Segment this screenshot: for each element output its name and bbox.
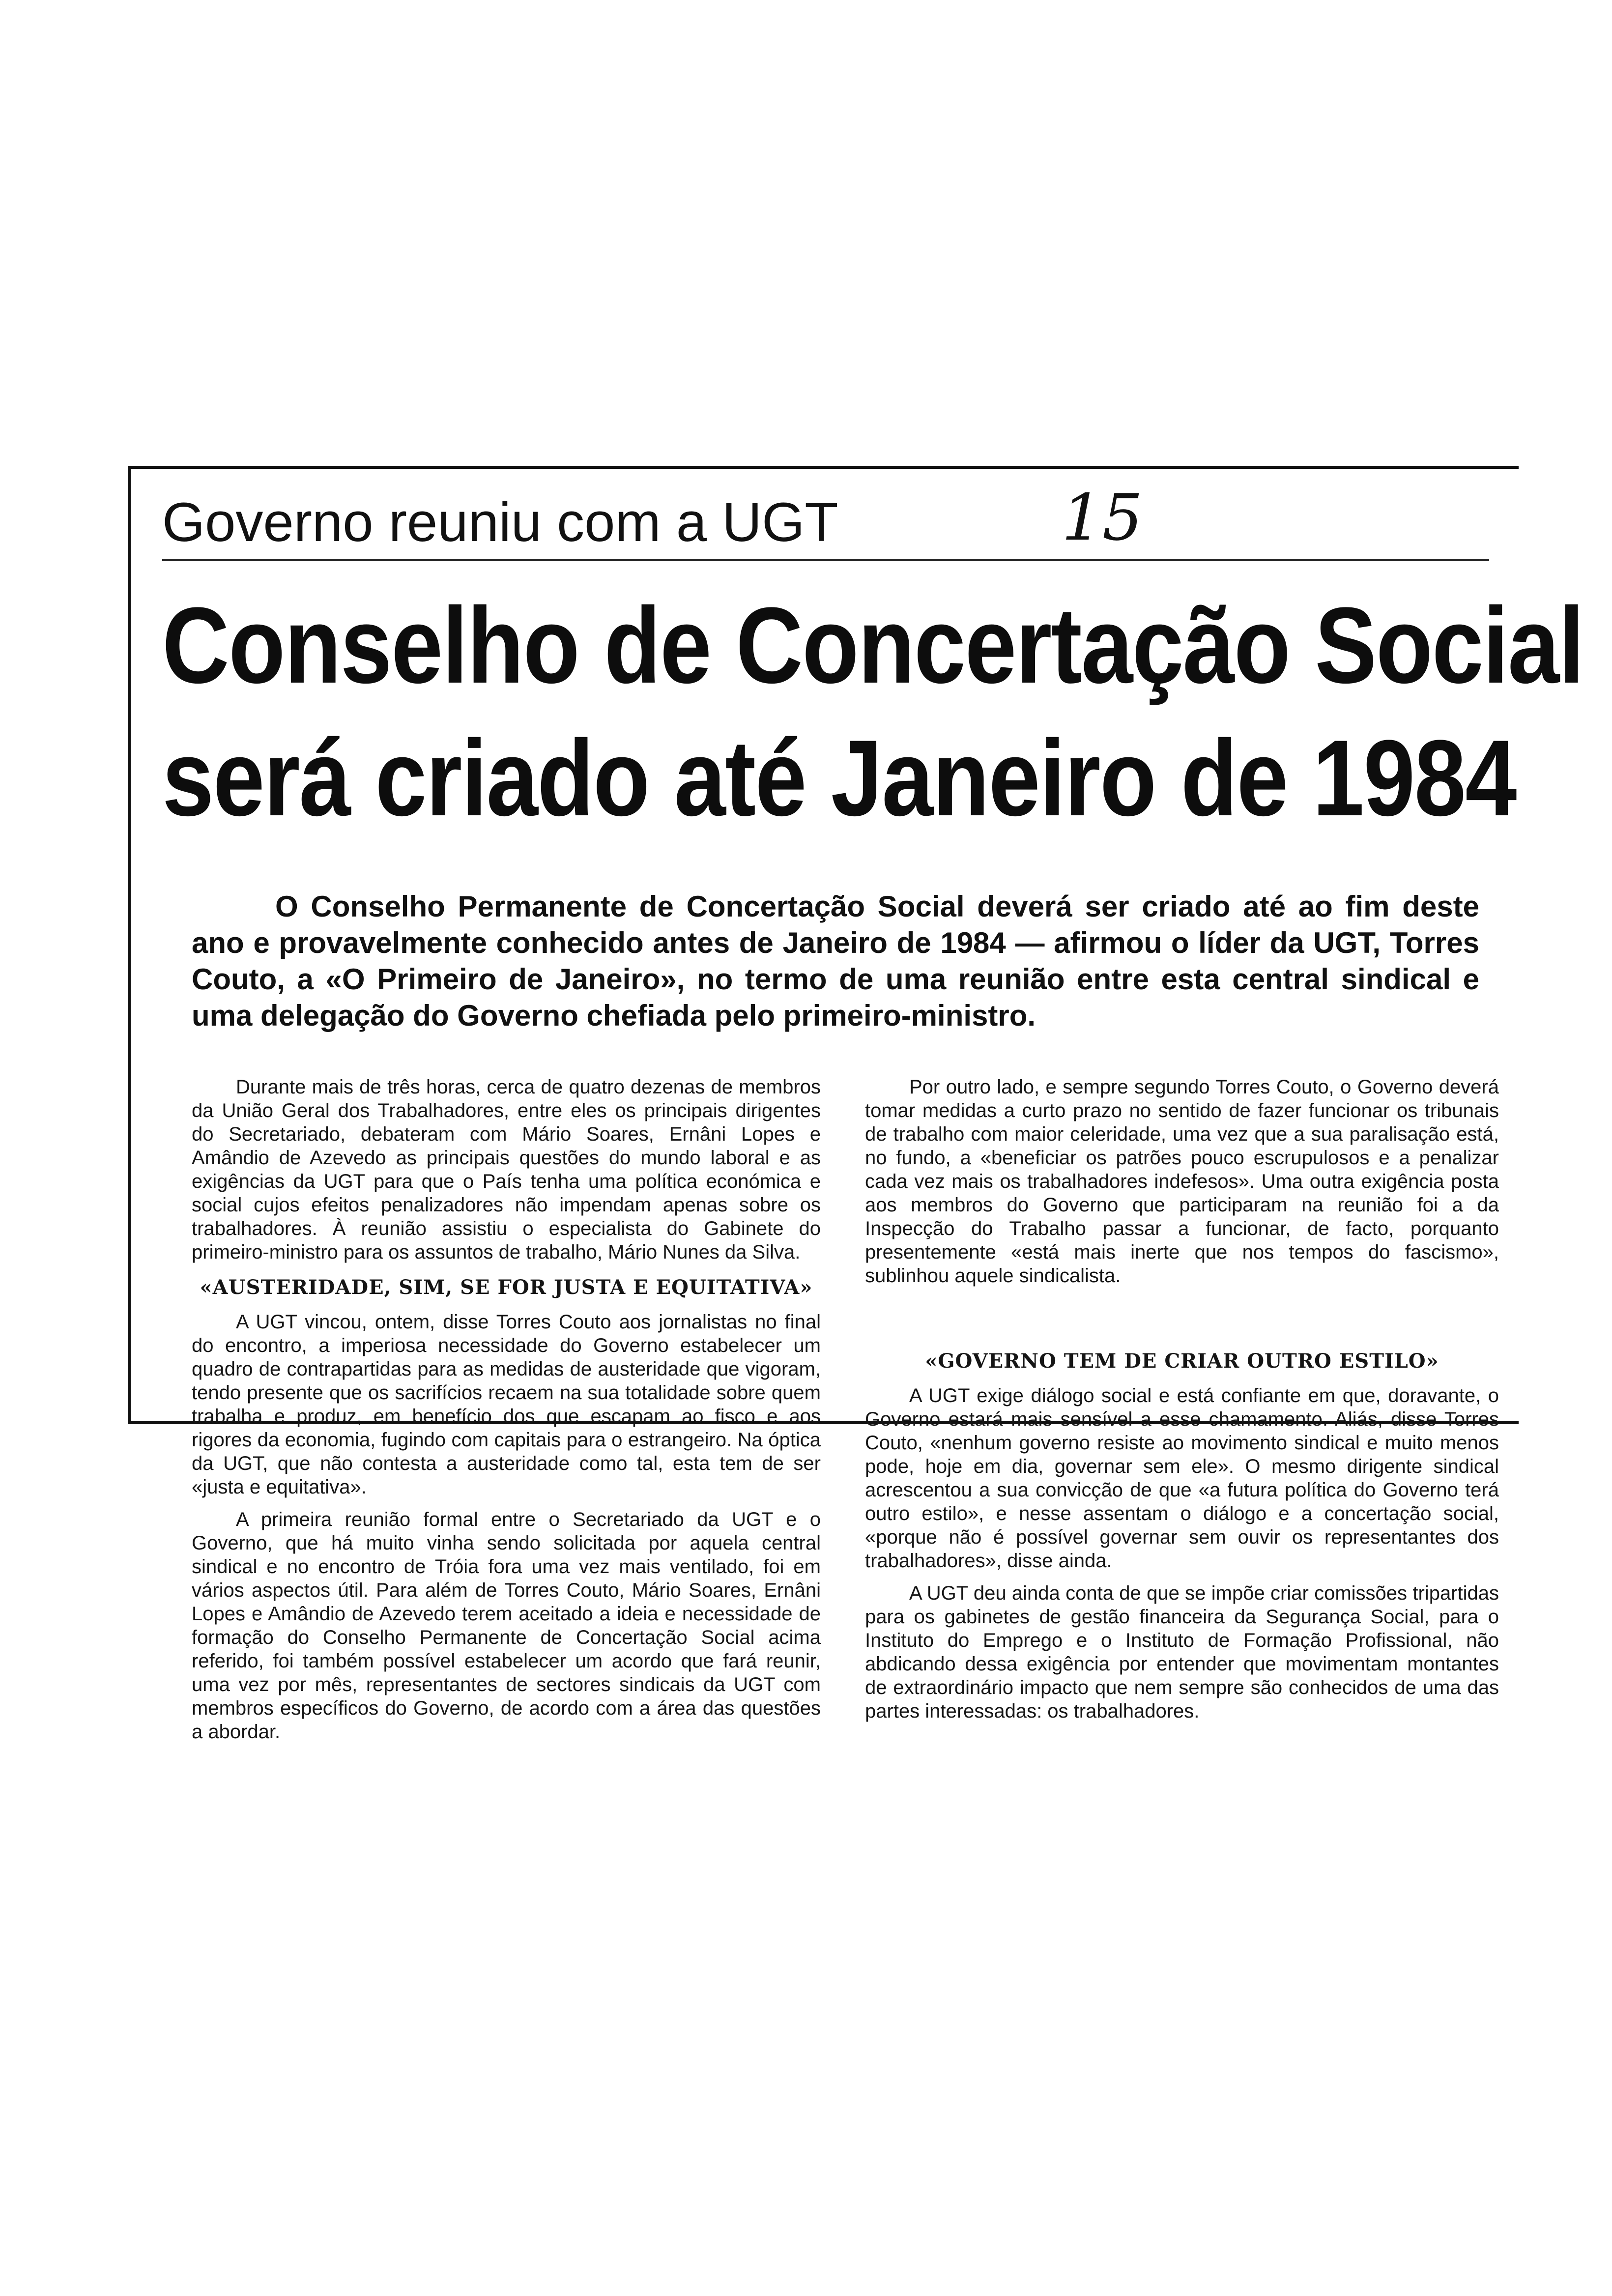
left-subhead: «AUSTERIDADE, SIM, SE FOR JUSTA E EQUITATIVA» [200, 1276, 813, 1299]
kicker-rule [162, 559, 1489, 561]
left-column [192, 1075, 821, 1752]
left-paragraph-1: Durante mais de três horas, cerca de quatro dezenas de membros da União Geral dos Trabalhadores, entre eles os principais dirigentes do Secretariado, debateram com Mário Soares, Ernâni Lopes e Amândio de Azevedo as principais questões do mundo laboral e as exigências da UGT para que o País tenha uma política económica e social cujos efeitos penalizadores não impendam apenas sobre os trabalhadores. À reunião assistiu o especialista do Gabinete do primeiro-ministro para os assuntos de trabalho, Mário Nunes da Silva. [192, 1076, 821, 1263]
right-column [865, 1075, 1499, 1732]
left-paragraph-3: A primeira reunião formal entre o Secretariado da UGT e o Governo, que há muito vinha sendo solicitada por aquela central sindical e no encontro de Tróia fora uma vez mais ventilado, foi em vários aspectos útil. Para além de Torres Couto, Mário Soares, Ernâni Lopes e Amândio de Azevedo terem aceitado a ideia e necessidade de formação do Conselho Permanente de Concertação Social acima referido, foi também possível estabelecer um acordo que fará reunir, uma vez por mês, representantes de sectores sindicais da UGT com membros específicos do Governo, de acordo com a área das questões a abordar. [192, 1509, 821, 1743]
right-subhead: «GOVERNO TEM DE CRIAR OUTRO ESTILO» [925, 1349, 1439, 1373]
clipping-left-border [128, 466, 131, 1424]
left-paragraph-2: A UGT vincou, ontem, disse Torres Couto aos jornalistas no final do encontro, a imperiosa necessidade do Governo estabelecer um quadro de contrapartidas para as medidas de austeridade que vigoram, tendo presente que os sacrifícios recaem na sua totalidade sobre quem trabalha e produz, em benefício dos que escapam ao fisco e aos rigores da economia, fugindo com capitais para o estrangeiro. Na óptica da UGT, que não contesta a austeridade como tal, esta tem de ser «justa e equitativa». [192, 1311, 821, 1498]
main-headline-line-1: Conselho de Concertação Social [162, 585, 1584, 706]
main-headline-line-2: será criado até Janeiro de 1984 [162, 718, 1516, 838]
right-paragraph-1: Por outro lado, e sempre segundo Torres Couto, o Governo deverá tomar medidas a curto prazo no sentido de fazer funcionar os tribunais de trabalho com maior celeridade, uma vez que a sua paralisação está, no fundo, a «beneficiar os patrões pouco escrupulosos e a penalizar cada vez mais os trabalhadores indefesos». Uma outra exigência posta aos membros do Governo que participaram na reunião foi a da Inspecção do Trabalho passar a funcionar, de facto, porquanto presentemente «está mais inerte que nos tempos do fascismo», sublinhou aquele sindicalista. [865, 1076, 1499, 1287]
lead-paragraph: O Conselho Permanente de Concertação Social deverá ser criado até ao fim deste ano e provavelmente conhecido antes de Janeiro de 1984 — afirmou o líder da UGT, Torres Couto, a «O Primeiro de Janeiro», no termo de uma reunião entre esta central sindical e uma delegação do Governo chefiada pelo primeiro-ministro. [192, 890, 1479, 1032]
right-paragraph-2: A UGT exige diálogo social e está confiante em que, doravante, o Governo estará mais sensível a esse chamamento. Aliás, disse Torres Couto, «nenhum governo resiste ao movimento sindical e muito menos pode, hoje em dia, governar sem ele». O mesmo dirigente sindical acrescentou a sua convicção de que «a futura política do Governo terá outro estilo», e nesse assentam o diálogo e a concertação social, «porque não é possível governar sem ouvir os representantes dos trabalhadores», disse ainda. [865, 1385, 1499, 1572]
newspaper-clipping [128, 466, 1584, 1743]
kicker-headline: Governo reuniu com a UGT [162, 491, 838, 553]
handwritten-mark: 15 [1062, 480, 1143, 555]
right-paragraph-3: A UGT deu ainda conta de que se impõe criar comissões tripartidas para os gabinetes de gestão financeira da Segurança Social, para o Instituto do Emprego e o Instituto de Formação Profissional, não abdicando dessa exigência por entender que movimentam montantes de extraordinário impacto que nem sempre são conhecidos de uma das partes interessadas: os trabalhadores. [865, 1582, 1499, 1722]
clipping-top-border [128, 466, 1519, 469]
